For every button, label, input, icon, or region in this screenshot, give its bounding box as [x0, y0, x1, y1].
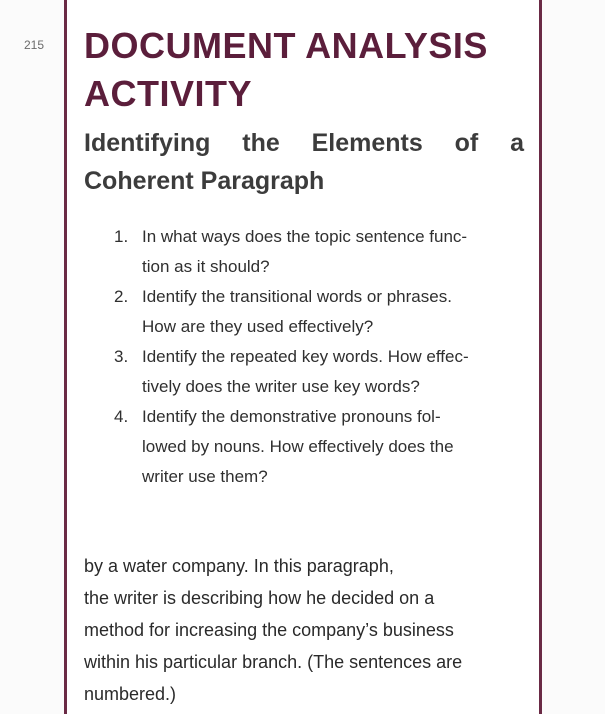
question-text: Identify the transitional words or phrases. How are they used effectively?: [142, 287, 452, 336]
question-text: Identify the repeated key words. How effec- tively does the writer use key words?: [142, 347, 469, 396]
question-number: 1.: [114, 227, 129, 246]
activity-title: DOCUMENT ANALYSIS ACTIVITY: [84, 25, 488, 114]
question-list: [114, 222, 514, 492]
question-number: 4.: [114, 407, 129, 426]
question-text: Identify the demonstrative pronouns fol- lowed by nouns. How effectively does the writer use them?: [142, 407, 454, 486]
activity-subtitle: Identifying the Elements of a Coherent Paragraph: [84, 129, 524, 195]
page-number: 215: [24, 38, 45, 52]
body-paragraph: by a water company. In this paragraph, the writer is describing how he decided on a method for increasing the company’s business within his particular branch. (The sentences are numbered.): [84, 556, 463, 704]
list-item: [114, 402, 514, 492]
list-item: [114, 222, 514, 282]
list-item: [114, 282, 514, 342]
list-item: [114, 342, 514, 402]
question-text: In what ways does the topic sentence func- tion as it should?: [142, 227, 468, 276]
question-number: 2.: [114, 287, 129, 306]
question-number: 3.: [114, 347, 129, 366]
